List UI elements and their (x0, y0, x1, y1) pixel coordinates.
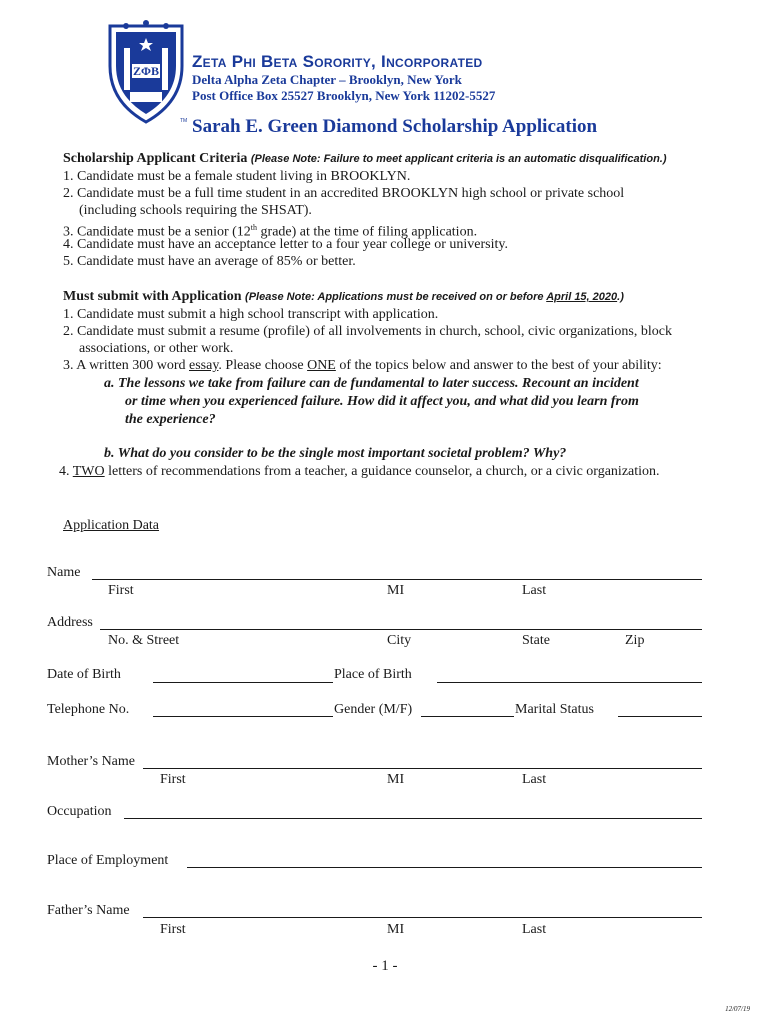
criteria-note: (Please Note: Failure to meet applicant criteria is an automatic disqualification.) (250, 153, 667, 165)
submit-item-4-prefix: 4. (59, 464, 73, 479)
submit-item-4-two: TWO (72, 464, 105, 479)
submit-note-prefix: (Please Note: Applications must be received on or before (245, 291, 547, 303)
name-field[interactable] (92, 579, 702, 580)
gender-label: Gender (M/F) (334, 702, 413, 717)
essay-topic-a-line-3: the experience? (125, 412, 216, 427)
criteria-heading-text: Scholarship Applicant Criteria (63, 151, 248, 166)
submit-item-4 (59, 463, 660, 480)
gender-field[interactable] (421, 716, 514, 717)
submit-note-suffix: .) (617, 291, 624, 303)
submit-item-2: 2. Candidate must submit a resume (profile) of all involvements in church, school, civic organizations, block (63, 324, 672, 339)
employment-field[interactable] (187, 867, 702, 868)
father-last-caption: Last (522, 922, 547, 937)
deadline-date: April 15, 2020 (546, 291, 618, 303)
address-state-caption: State (522, 633, 550, 648)
submit-heading (63, 289, 624, 305)
page-title: Sarah E. Green Diamond Scholarship Application (192, 116, 598, 137)
submit-item-2-cont: associations, or other work. (79, 341, 234, 356)
dob-label: Date of Birth (47, 667, 121, 682)
phone-field[interactable] (153, 716, 333, 717)
submit-item-4-suffix: letters of recommendations from a teacher, a guidance counselor, a church, or a civic organization. (104, 464, 660, 479)
submit-item-3-mid: . Please choose (218, 358, 308, 373)
pob-field[interactable] (437, 682, 702, 683)
po-box-line: Post Office Box 25527 Brooklyn, New York 11202-5527 (192, 88, 496, 103)
submit-item-3-one: ONE (307, 358, 336, 373)
address-zip-caption: Zip (625, 633, 645, 648)
pob-label: Place of Birth (334, 667, 412, 682)
svg-text:ΖΦΒ: ΖΦΒ (133, 64, 159, 78)
criteria-item-2-cont: (including schools requiring the SHSAT). (79, 203, 312, 218)
essay-topic-a-line-2: or time when you experienced failure. How did it affect you, and what did you learn from (125, 394, 639, 409)
criteria-item-1: 1. Candidate must be a female student living in BROOKLYN. (63, 169, 411, 184)
dob-field[interactable] (153, 682, 333, 683)
svg-text:TM: TM (180, 118, 188, 124)
mother-mi-caption: MI (387, 772, 405, 787)
occupation-label: Occupation (47, 804, 112, 819)
name-first-caption: First (108, 583, 134, 598)
phone-label: Telephone No. (47, 702, 130, 717)
submit-item-3-essay: essay (189, 358, 219, 373)
criteria-item-3-sup: th (250, 223, 258, 232)
essay-topic-b: b. What do you consider to be the single most important societal problem? Why? (104, 446, 567, 461)
submit-item-1: 1. Candidate must submit a high school transcript with application. (63, 307, 439, 322)
name-last-caption: Last (522, 583, 547, 598)
submit-note (245, 291, 624, 303)
marital-label: Marital Status (515, 702, 594, 717)
chapter-line: Delta Alpha Zeta Chapter – Brooklyn, New York (192, 72, 462, 87)
employment-label: Place of Employment (47, 853, 169, 868)
father-name-label: Father’s Name (47, 903, 130, 918)
criteria-item-4: 4. Candidate must have an acceptance letter to a four year college or university. (63, 237, 508, 252)
mother-name-label: Mother’s Name (47, 754, 135, 769)
criteria-item-5: 5. Candidate must have an average of 85% or better. (63, 254, 356, 269)
name-mi-caption: MI (387, 583, 405, 598)
org-name: Zeta Phi Beta Sorority, Incorporated (192, 52, 483, 71)
address-field[interactable] (100, 629, 702, 630)
address-street-caption: No. & Street (108, 633, 180, 648)
page-number: - 1 - (372, 958, 398, 974)
occupation-field[interactable] (124, 818, 702, 819)
father-mi-caption: MI (387, 922, 405, 937)
mother-last-caption: Last (522, 772, 547, 787)
submit-item-3-prefix: 3. A written 300 word (63, 358, 189, 373)
mother-name-field[interactable] (143, 768, 702, 769)
criteria-item-3-rest: grade) at the time of filing application. (257, 224, 478, 240)
address-city-caption: City (387, 633, 412, 648)
submit-item-3 (63, 357, 662, 374)
address-label: Address (47, 615, 93, 630)
father-first-caption: First (160, 922, 186, 937)
criteria-item-3-text: 3. Candidate must be a senior (12 (63, 224, 251, 240)
sorority-crest-icon (104, 18, 188, 126)
submit-heading-text: Must submit with Application (63, 289, 242, 304)
name-label: Name (47, 565, 81, 580)
revision-date: 12/07/19 (725, 1005, 750, 1013)
father-name-field[interactable] (143, 917, 702, 918)
application-data-heading: Application Data (63, 518, 160, 533)
submit-item-3-suffix: of the topics below and answer to the best of your ability: (335, 358, 662, 373)
essay-topic-a-line-1: a. The lessons we take from failure can de fundamental to later success. Recount an incident (104, 376, 639, 391)
mother-first-caption: First (160, 772, 186, 787)
criteria-item-2: 2. Candidate must be a full time student in an accredited BROOKLYN high school or private school (63, 186, 625, 201)
criteria-heading (63, 151, 667, 167)
marital-field[interactable] (618, 716, 702, 717)
